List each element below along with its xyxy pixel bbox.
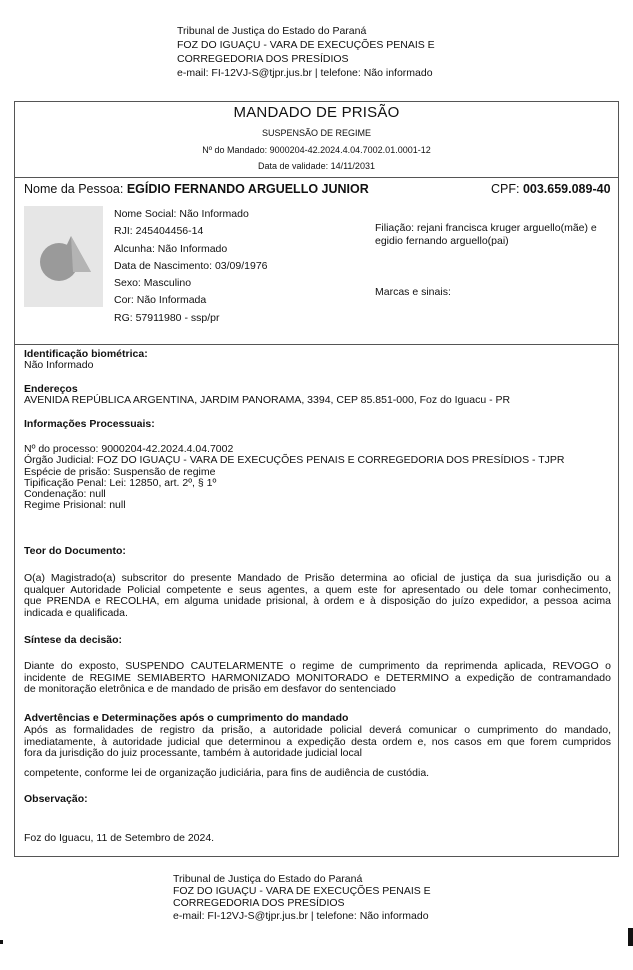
advertencias-extra-line: competente, conforme lei de organização judiciária, para fins de audiência de custódia. (24, 767, 430, 779)
teor-line: O(a) Magistrado(a) subscritor do presente Mandado de Prisão determina ao oficial de justiça da sua jurisdição ou a (24, 572, 611, 584)
scan-mark-left (0, 940, 3, 944)
divider-title (14, 177, 619, 178)
sintese-line: Diante do exposto, SUSPENDO CAUTELARMENTE o regime de cumprimento da reprimenda aplicada, REVOGO o (24, 660, 611, 672)
teor-paragraph (24, 573, 611, 619)
footer-unit-line1: FOZ DO IGUAÇU - VARA DE EXECUÇÕES PENAIS E (173, 885, 431, 898)
observacao-heading: Observação: (24, 793, 88, 805)
advertencias-line: Após as formalidades de registro da prisão, a autoridade policial deverá comunicar o cumprimento do mandado, (24, 724, 611, 736)
sintese-heading: Síntese da decisão: (24, 634, 123, 646)
process-penal-type: Tipificação Penal: Lei: 12850, art. 2º, § 1º (24, 476, 217, 489)
cpf-value: 003.659.089-40 (522, 182, 611, 196)
footer-contact: e-mail: FI-12VJ-S@tjpr.jus.br | telefone: Não informado (173, 909, 429, 922)
footer-court: Tribunal de Justiça do Estado do Paraná (173, 873, 363, 885)
teor-heading-block (24, 546, 612, 557)
biometric-value: Não Informado (24, 359, 94, 372)
document-title: MANDADO DE PRISÃO (233, 104, 400, 121)
advertencias-heading: Advertências e Determinações após o cumprimento do mandado (24, 712, 349, 724)
process-section (24, 444, 612, 512)
person-alias: Alcunha: Não Informado (114, 242, 228, 255)
person-rg: RG: 57911980 - ssp/pr (114, 311, 220, 324)
advertencias-extra-block (24, 768, 612, 779)
header-unit-line2: CORREGEDORIA DOS PRESÍDIOS (177, 53, 349, 65)
person-name-row (24, 182, 369, 196)
address-heading: Endereços (24, 383, 78, 395)
process-heading: Informações Processuais: (24, 418, 155, 430)
footer-unit-line2: CORREGEDORIA DOS PRESÍDIOS (173, 897, 345, 910)
advertencias-heading-block (24, 713, 612, 724)
filiacao (375, 222, 615, 248)
sintese-paragraph (24, 661, 611, 696)
date-place-block (24, 833, 612, 844)
page-footer (173, 873, 431, 922)
filiacao-line1: Filiação: rejani francisca kruger arguello(mãe) e (375, 222, 597, 234)
filiacao-line2: egidio fernando arguello(pai) (375, 235, 509, 247)
teor-line: que PRENDA e RECOLHA, em alguma unidade prisional, à ordem e à disposição do juízo expedidor, a pessoa acima (24, 595, 611, 607)
cpf-label: CPF: (491, 182, 523, 196)
mandado-number: Nº do Mandado: 9000204-42.2024.4.04.7002.01.0001-12 (202, 145, 431, 155)
date-place: Foz do Iguacu, 11 de Setembro de 2024. (24, 832, 215, 844)
divider-person (14, 344, 619, 345)
process-regime: Regime Prisional: null (24, 499, 126, 512)
person-birthdate: Data de Nascimento: 03/09/1976 (114, 259, 268, 272)
address-value: AVENIDA REPÚBLICA ARGENTINA, JARDIM PANORAMA, 3394, CEP 85.851-000, Foz do Iguacu - PR (24, 394, 511, 407)
cpf-row (491, 182, 611, 196)
process-prison-type: Espécie de prisão: Suspensão de regime (24, 465, 216, 478)
person-name-label: Nome da Pessoa: (24, 182, 127, 196)
biometric-heading: Identificação biométrica: (24, 348, 148, 360)
teor-heading: Teor do Documento: (24, 545, 126, 557)
advertencias-line: imediatamente, à autoridade judicial que determinou a expedição desta ordem e, nos casos em que forem cumpridos (24, 735, 611, 748)
address-section (24, 384, 612, 407)
marcas-sinais: Marcas e sinais: (375, 286, 451, 298)
observacao-block (24, 794, 612, 805)
person-color: Cor: Não Informada (114, 294, 207, 307)
person-name: EGÍDIO FERNANDO ARGUELLO JUNIOR (126, 182, 369, 196)
sintese-line: incidente de REGIME SEMIABERTO HARMONIZADO MONITORADO e DETERMINO a expedição de contramandado (24, 671, 611, 684)
sintese-line: de monitoração eletrônica e de mandado de prisão em desfavor do sentenciado (24, 683, 396, 695)
person-placeholder-icon (24, 206, 103, 307)
header-court: Tribunal de Justiça do Estado do Paraná (177, 25, 367, 37)
person-photo-placeholder (24, 206, 103, 307)
process-number: Nº do processo: 9000204-42.2024.4.04.7002 (24, 443, 234, 455)
scan-mark-right (628, 928, 633, 946)
process-condemnation: Condenação: null (24, 488, 106, 501)
header-unit-line1: FOZ DO IGUAÇU - VARA DE EXECUÇÕES PENAIS E (177, 39, 435, 51)
process-heading-block (24, 419, 612, 430)
document-subtitle: SUSPENSÃO DE REGIME (261, 128, 372, 138)
validity-date: Data de validade: 14/11/2031 (258, 161, 375, 171)
person-details (114, 206, 268, 327)
sintese-heading-block (24, 635, 612, 646)
biometric-section (24, 349, 612, 372)
process-court: Órgão Judicial: FOZ DO IGUAÇU - VARA DE EXECUÇÕES PENAIS E CORREGEDORIA DOS PRESÍDIOS - TJPR (24, 454, 565, 467)
teor-line: indicada e qualificada. (24, 606, 128, 619)
header-contact: e-mail: FI-12VJ-S@tjpr.jus.br | telefone: Não informado (177, 67, 433, 79)
advertencias-line: fora da jurisdição do juiz processante, também à autoridade judicial local (24, 747, 362, 759)
person-rji: RJI: 245404456-14 (114, 225, 204, 238)
person-sex: Sexo: Masculino (114, 277, 192, 290)
advertencias-paragraph (24, 725, 611, 760)
teor-line: qualquer Autoridade Policial competente e seus agentes, a quem este for apresentado ou dele tomar conhecimento, (24, 583, 611, 596)
page-header (177, 24, 435, 80)
person-social-name: Nome Social: Não Informado (114, 208, 249, 220)
